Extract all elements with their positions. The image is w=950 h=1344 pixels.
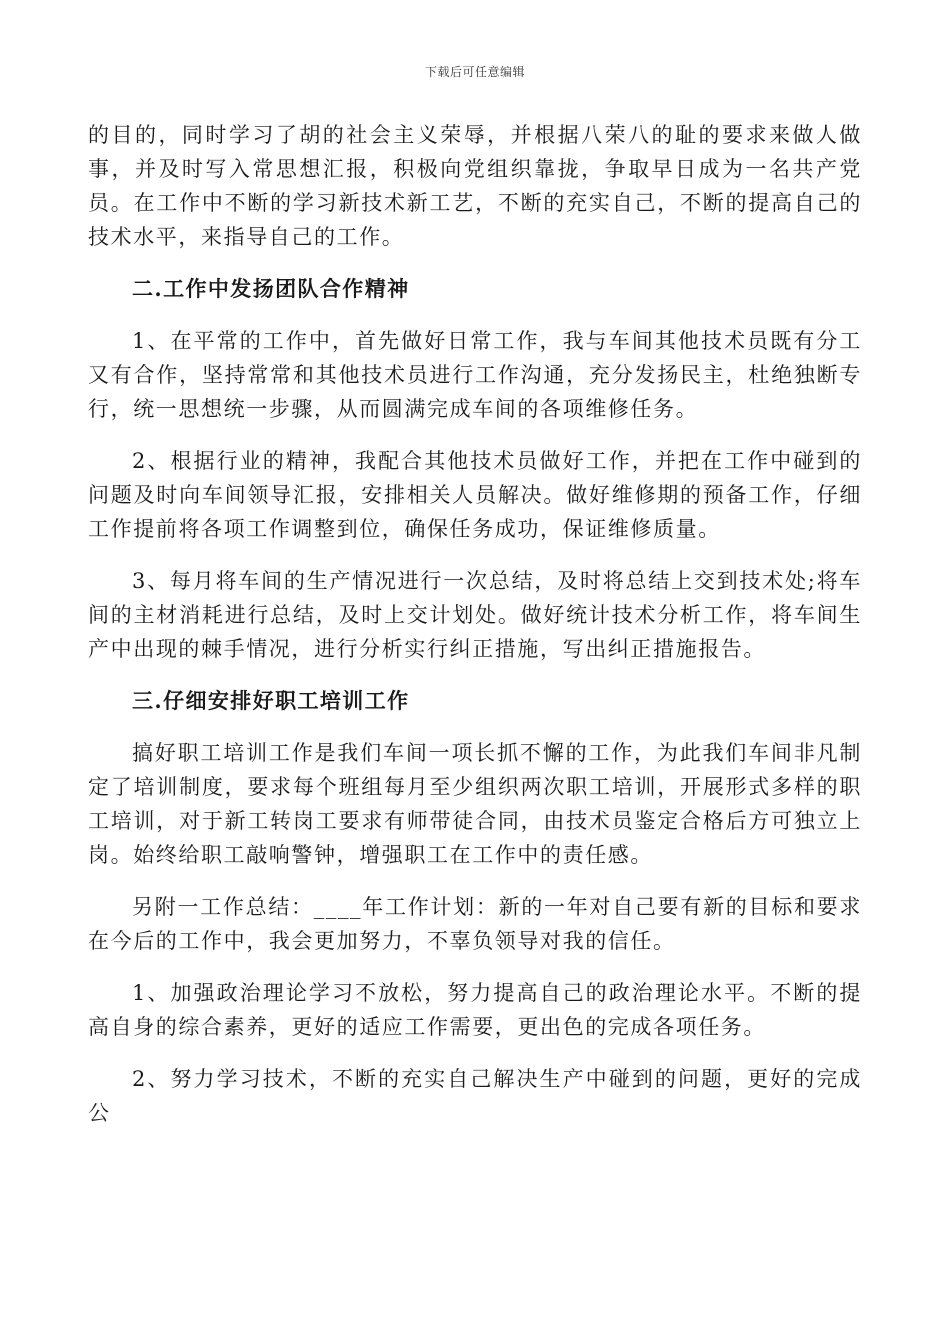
section-heading-training: 三.仔细安排好职工培训工作 [132,688,410,713]
page-header: 下载后可任意编辑 [424,65,525,79]
paragraph-teamwork-2: 2、根据行业的精神，我配合其他技术员做好工作，并把在工作中碰到的问题及时向车间领导汇报，安排相关人员解决。做好维修期的预备工作，仔细工作提前将各项工作调整到位，确保任务成功，保证维修质量。 [88,449,862,541]
section-heading-teamwork: 二.工作中发扬团队合作精神 [132,276,410,301]
paragraph-teamwork-1: 1、在平常的工作中，首先做好日常工作，我与车间其他技术员既有分工又有合作，坚持常常和其他技术员进行工作沟通，充分发扬民主，杜绝独断专行，统一思想统一步骤，从而圆满完成车间的各项维修任务。 [88,329,862,421]
paragraph-appendix-intro: 另附一工作总结：____年工作计划：新的一年对自己要有新的目标和要求在今后的工作中，我会更加努力，不辜负领导对我的信任。 [88,895,862,953]
paragraph-teamwork-3: 3、每月将车间的生产情况进行一次总结，及时将总结上交到技术处;将车间的主材消耗进行总结，及时上交计划处。做好统计技术分析工作，将车间生产中出现的棘手情况，进行分析实行纠正措施，写出纠正措施报告。 [88,569,862,661]
paragraph-training: 搞好职工培训工作是我们车间一项长抓不懈的工作，为此我们车间非凡制定了培训制度，要求每个班组每月至少组织两次职工培训，开展形式多样的职工培训，对于新工转岗工要求有师带徒合同，由技术员鉴定合格后方可独立上岗。始终给职工敲响警钟，增强职工在工作中的责任感。 [88,741,862,867]
document-body [88,118,862,1130]
paragraph-continuation: 的目的，同时学习了胡的社会主义荣辱，并根据八荣八的耻的要求来做人做事，并及时写入常思想汇报，积极向党组织靠拢，争取早日成为一名共产党员。在工作中不断的学习新技术新工艺，不断的充实自己，不断的提高自己的技术水平，来指导自己的工作。 [88,123,862,249]
paragraph-plan-2: 2、努力学习技术，不断的充实自己解决生产中碰到的问题，更好的完成公 [88,1067,862,1125]
paragraph-plan-1: 1、加强政治理论学习不放松，努力提高自己的政治理论水平。不断的提高自身的综合素养，更好的适应工作需要，更出色的完成各项任务。 [88,981,862,1039]
